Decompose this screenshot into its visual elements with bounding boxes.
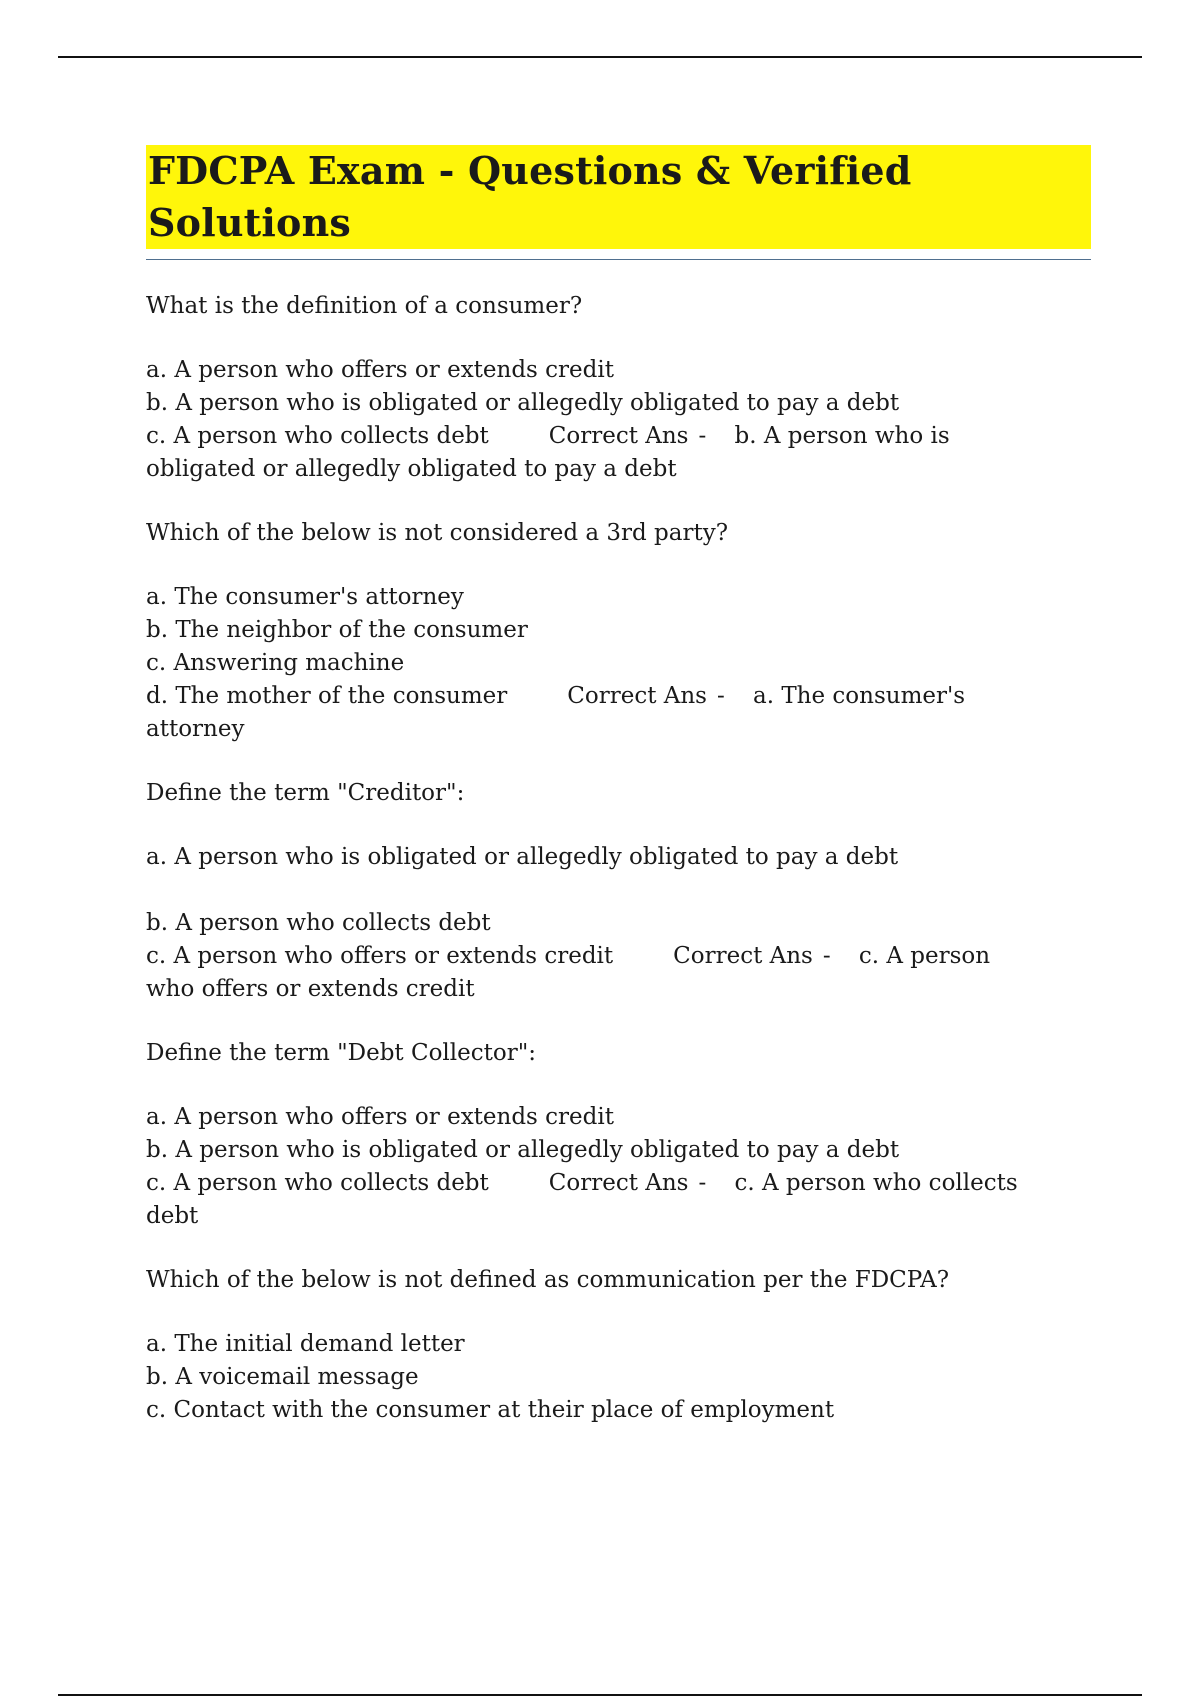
question-5: [146, 1264, 1091, 1427]
page-bottom-rule: [58, 1694, 1142, 1696]
option-c: c. A person who collects debt: [146, 1170, 489, 1196]
question-4: [146, 1037, 1091, 1233]
question-2: [146, 517, 1091, 746]
question-text: Which of the below is not considered a 3rd party?: [146, 520, 729, 546]
option-b: b. The neighbor of the consumer: [146, 617, 528, 643]
correct-answer-part2: attorney: [146, 716, 245, 742]
option-c-with-answer: [146, 420, 1091, 453]
option-d-with-answer: [146, 680, 1091, 713]
answer-dash: -: [698, 1170, 707, 1196]
option-c: c. A person who offers or extends credit: [146, 943, 614, 969]
option-b: b. A voicemail message: [146, 1364, 419, 1390]
option-c-with-answer: [146, 1167, 1091, 1200]
option-c-with-answer: [146, 940, 1091, 973]
page-top-rule: [58, 56, 1142, 58]
option-a: a. A person who is obligated or allegedly obligated to pay a debt: [146, 844, 899, 870]
option-b: b. A person who is obligated or allegedly obligated to pay a debt: [146, 1137, 900, 1163]
answer-dash: -: [822, 943, 831, 969]
option-b: b. A person who is obligated or allegedly obligated to pay a debt: [146, 390, 900, 416]
document-body: [146, 145, 1091, 1458]
correct-answer-part2: obligated or allegedly obligated to pay a debt: [146, 456, 677, 482]
question-text: Define the term "Debt Collector":: [146, 1040, 537, 1066]
question-1: [146, 290, 1091, 486]
correct-answer-label: Correct Ans: [548, 1170, 689, 1196]
correct-answer-part1: a. The consumer's: [753, 683, 966, 709]
question-3: [146, 777, 1091, 1006]
correct-answer-label: Correct Ans: [673, 943, 813, 969]
correct-answer-part1: c. A person: [858, 943, 991, 969]
correct-answer-label: Correct Ans: [567, 683, 707, 709]
question-text: Which of the below is not defined as communication per the FDCPA?: [146, 1267, 950, 1293]
correct-answer-part2: who offers or extends credit: [146, 976, 475, 1002]
option-c: c. Contact with the consumer at their place of employment: [146, 1397, 835, 1423]
option-a: a. The consumer's attorney: [146, 584, 464, 610]
correct-answer-part1: b. A person who is: [734, 423, 950, 449]
option-a: a. A person who offers or extends credit: [146, 1104, 614, 1130]
option-a: a. A person who offers or extends credit: [146, 357, 614, 383]
correct-answer-label: Correct Ans: [548, 423, 689, 449]
title-block: [146, 145, 1091, 260]
option-d: d. The mother of the consumer: [146, 683, 508, 709]
option-c: c. Answering machine: [146, 650, 405, 676]
answer-dash: -: [698, 423, 707, 449]
correct-answer-part2: debt: [146, 1203, 199, 1229]
question-text: Define the term "Creditor":: [146, 780, 465, 806]
answer-dash: -: [717, 683, 725, 709]
page-title: FDCPA Exam - Questions & Verified Solutions: [146, 145, 1091, 249]
option-c: c. A person who collects debt: [146, 423, 489, 449]
option-a: a. The initial demand letter: [146, 1331, 465, 1357]
question-text: What is the definition of a consumer?: [146, 293, 583, 319]
correct-answer-part1: c. A person who collects: [734, 1170, 1018, 1196]
option-b: b. A person who collects debt: [146, 910, 491, 936]
